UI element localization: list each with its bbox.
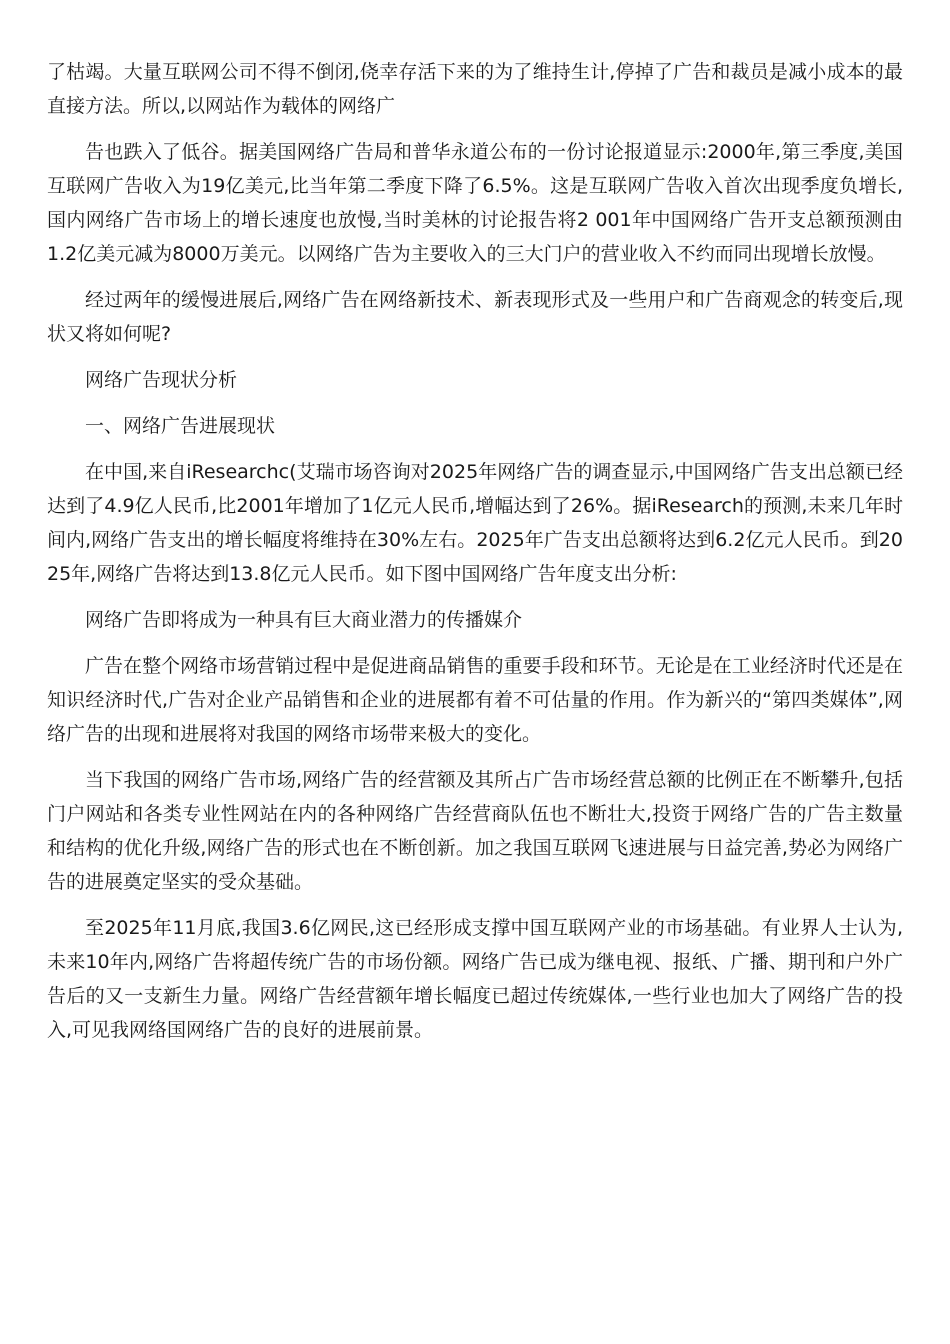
section-heading: 网络广告现状分析 [85,369,238,391]
paragraph-question: 经过两年的缓慢进展后,网络广告在网络新技术、新表现形式及一些用户和广告商观念的转变后,现状又将如何呢? [47,289,903,345]
paragraph-market-growth: 当下我国的网络广告市场,网络广告的经营额及其所占广告市场经营总额的比例正在不断攀升,包括门户网站和各类专业性网站在内的各种网络广告经营商队伍也不断壮大,投资于网络广告的广告主数量和结构的优化升级,网络广告的形式也在不断创新。加之我国互联网飞速进展与日益完善,势必为网络广告的进展奠定坚实的受众基础。 [47,769,903,893]
paragraph-ad-decline: 告也跌入了低谷。据美国网络广告局和普华永道公布的一份讨论报道显示:2000年,第三季度,美国互联网广告收入为19亿美元,比当年第二季度下降了6.5%。这是互联网广告收入首次出现季度负增长,国内网络广告市场上的增长速度也放慢,当时美林的讨论报告将2 001年中国网络广告开支总额预测由1.2亿美元减为8000万美元。以网络广告为主要收入的三大门户的营业收入不约而同出现增长放慢。 [47,141,903,265]
paragraph-netizens: 至2025年11月底,我国3.6亿网民,这已经形成支撑中国互联网产业的市场基础。有业界人士认为,未来10年内,网络广告将超传统广告的市场份额。网络广告已成为继电视、报纸、广播、期刊和户外广告后的又一支新生力量。网络广告经营额年增长幅度已超过传统媒体,一些行业也加大了网络广告的投入,可见我网络国网络广告的良好的进展前景。 [47,917,903,1041]
paragraph-role-of-ads: 广告在整个网络市场营销过程中是促进商品销售的重要手段和环节。无论是在工业经济时代还是在知识经济时代,广告对企业产品销售和企业的进展都有着不可估量的作用。作为新兴的“第四类媒体”,网络广告的出现和进展将对我国的网络市场带来极大的变化。 [47,655,903,745]
subsection-heading-media: 网络广告即将成为一种具有巨大商业潜力的传播媒介 [85,609,523,631]
paragraph-continuation: 了枯竭。大量互联网公司不得不倒闭,侥幸存活下来的为了维持生计,停掉了广告和裁员是减小成本的最直接方法。所以,以网站作为载体的网络广 [47,61,903,117]
paragraph-market-data: 在中国,来自iResearchc(艾瑞市场咨询对2025年网络广告的调查显示,中国网络广告支出总额已经达到了4.9亿人民币,比2001年增加了1亿元人民币,增幅达到了26%。据iResearch的预测,未来几年时间内,网络广告支出的增长幅度将维持在30%左右。2025年广告支出总额将达到6.2亿元人民币。到2025年,网络广告将达到13.8亿元人民币。如下图中国网络广告年度支出分析: [47,461,903,585]
subsection-heading: 一、网络广告进展现状 [85,415,276,437]
document-body [47,55,903,1047]
